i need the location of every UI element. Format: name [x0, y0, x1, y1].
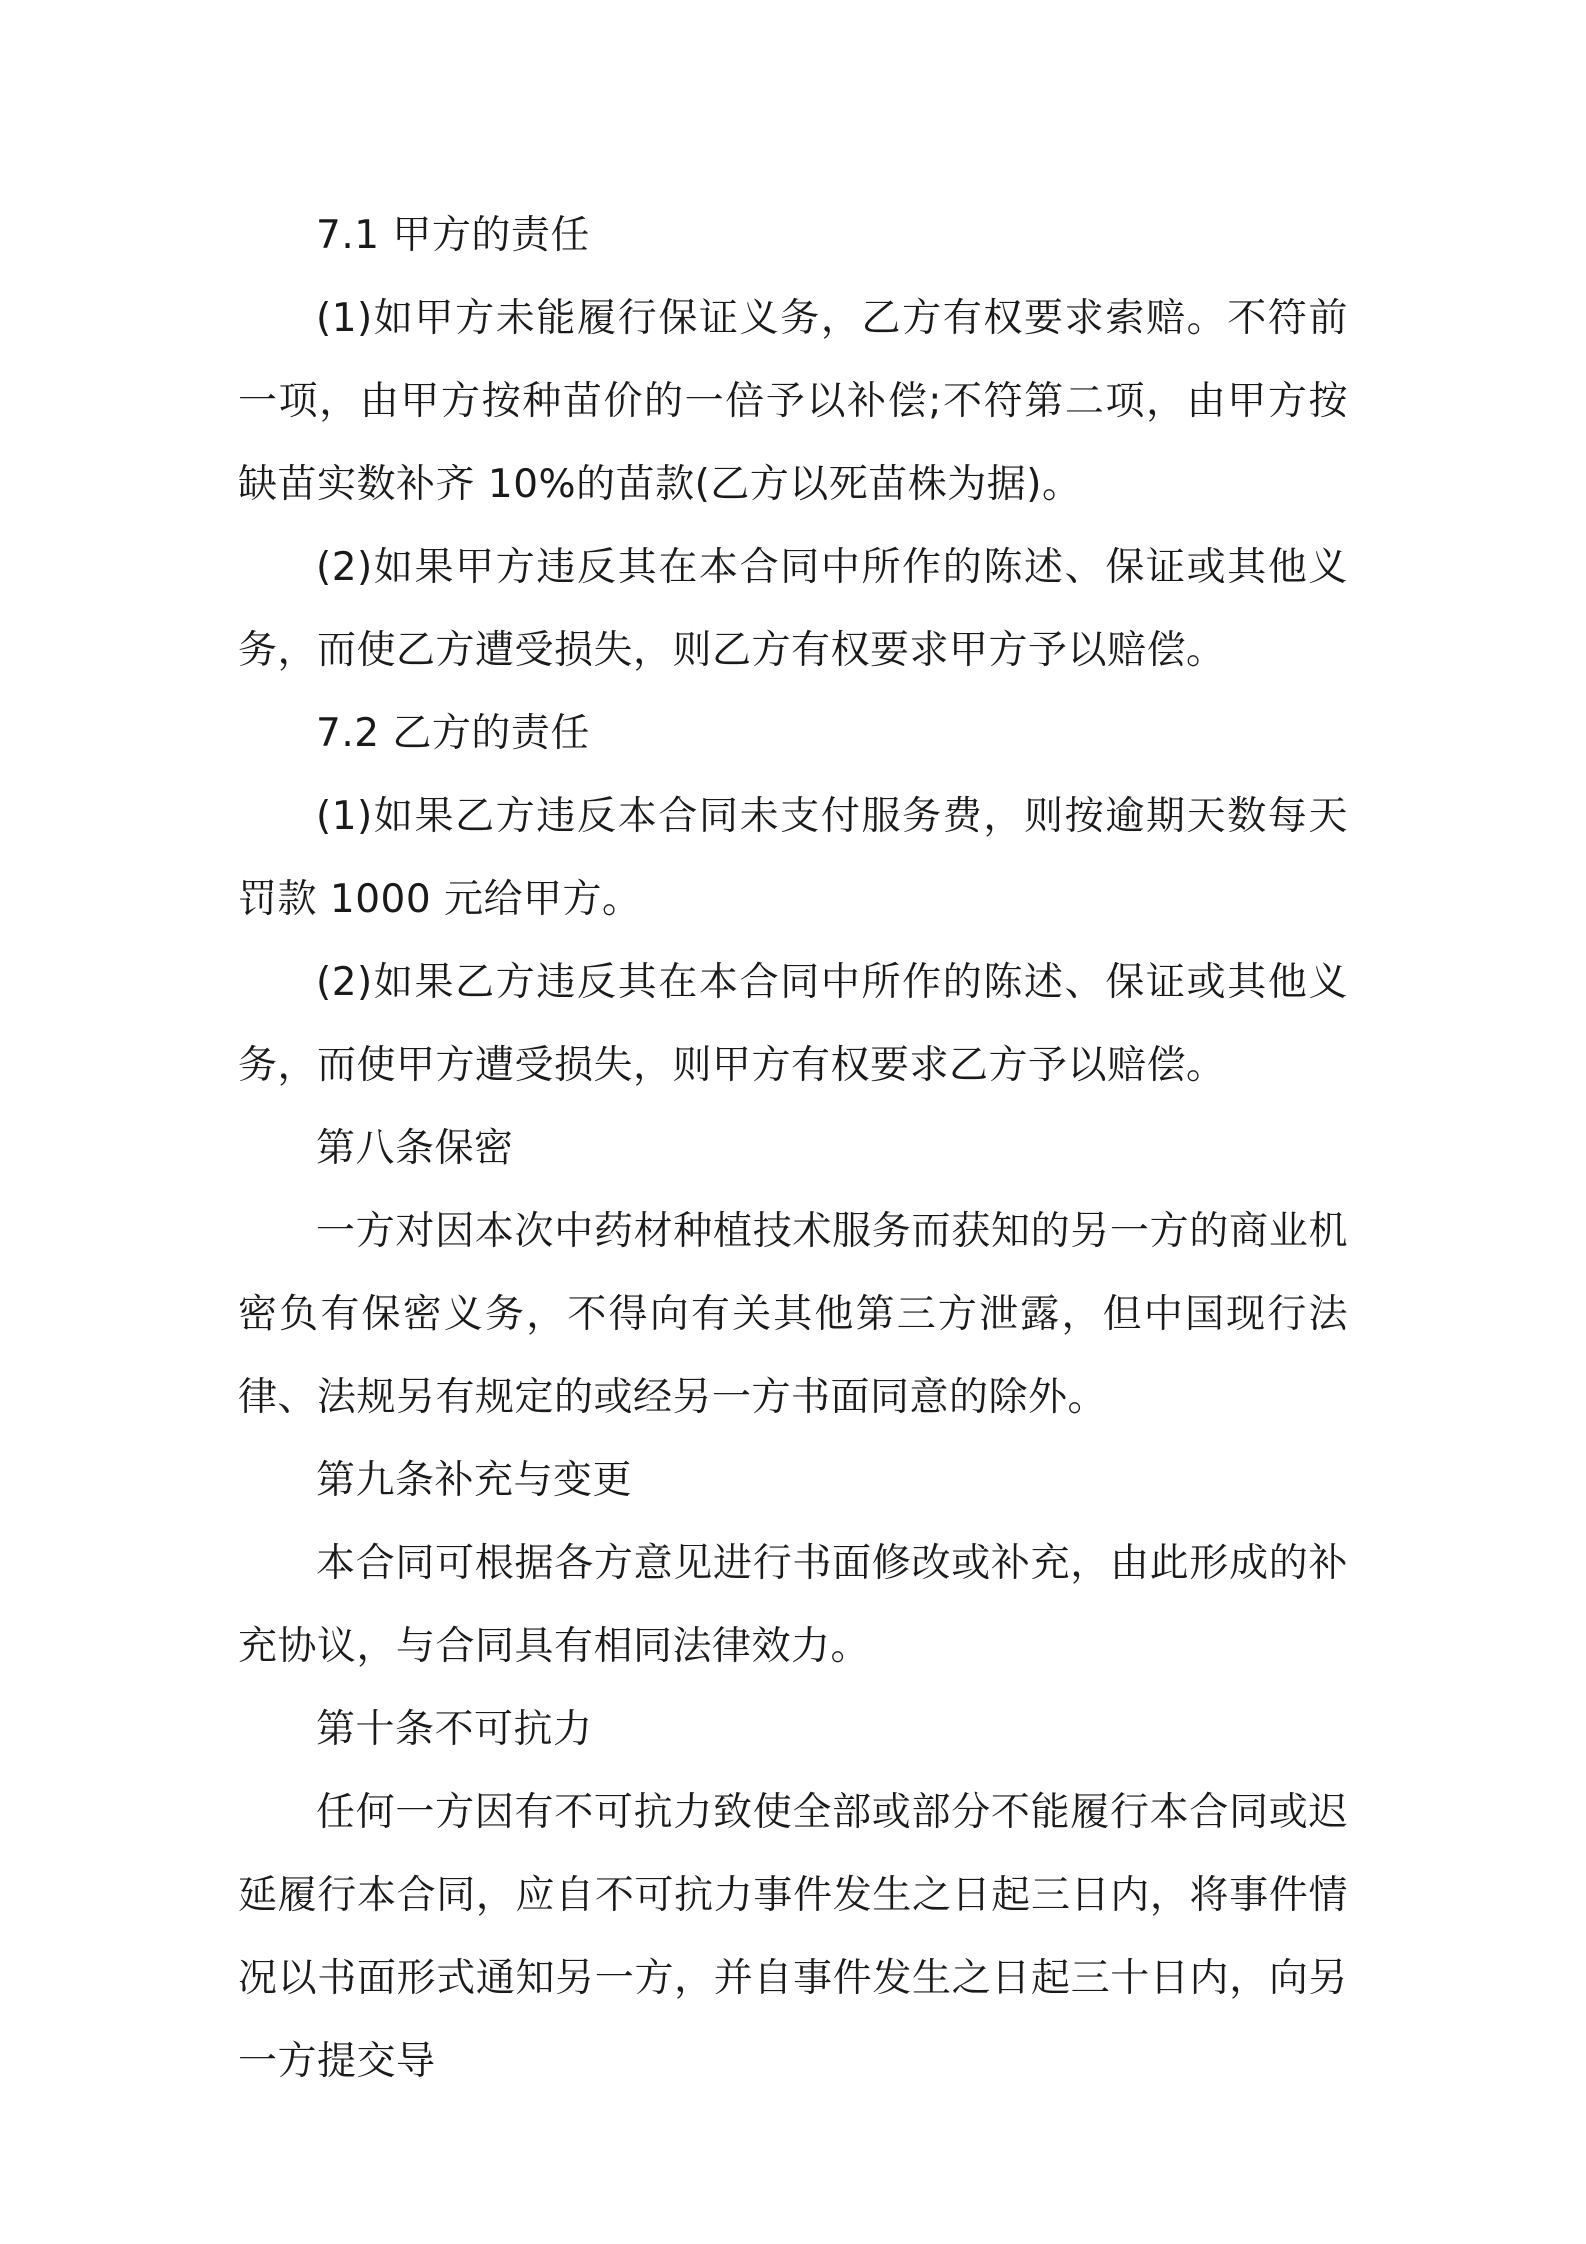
paragraph-7-1-item-2: (2)如果甲方违反其在本合同中所作的陈述、保证或其他义务，而使乙方遭受损失，则乙方有权要求甲方予以赔偿。 [238, 545, 1348, 673]
paragraph-article-8: 一方对因本次中药材种植技术服务而获知的另一方的商业机密负有保密义务，不得向有关其他第三方泄露，但中国现行法律、法规另有规定的或经另一方书面同意的除外。 [238, 1209, 1348, 1420]
section-heading-7-1: 7.1 甲方的责任 [316, 213, 590, 258]
paragraph-7-2-item-1: (1)如果乙方违反本合同未支付服务费，则按逾期天数每天罚款 1000 元给甲方。 [238, 794, 1348, 922]
article-heading-10: 第十条不可抗力 [316, 1707, 593, 1752]
paragraph-7-1-item-1: (1)如甲方未能履行保证义务，乙方有权要求索赔。不符前一项，由甲方按种苗价的一倍予以补偿;不符第二项，由甲方按缺苗实数补齐 10%的苗款(乙方以死苗株为据)。 [238, 296, 1348, 507]
document-body [238, 194, 1348, 2103]
paragraph-7-2-item-2: (2)如果乙方违反其在本合同中所作的陈述、保证或其他义务，而使甲方遭受损失，则甲方有权要求乙方予以赔偿。 [238, 960, 1348, 1088]
paragraph-article-10: 任何一方因有不可抗力致使全部或部分不能履行本合同或迟延履行本合同，应自不可抗力事件发生之日起三日内，将事件情况以书面形式通知另一方，并自事件发生之日起三十日内，向另一方提交导 [238, 1790, 1348, 2084]
paragraph-article-9: 本合同可根据各方意见进行书面修改或补充，由此形成的补充协议，与合同具有相同法律效力。 [238, 1541, 1348, 1669]
section-heading-7-2: 7.2 乙方的责任 [316, 711, 590, 756]
article-heading-9: 第九条补充与变更 [316, 1458, 633, 1503]
article-heading-8: 第八条保密 [316, 1126, 514, 1171]
